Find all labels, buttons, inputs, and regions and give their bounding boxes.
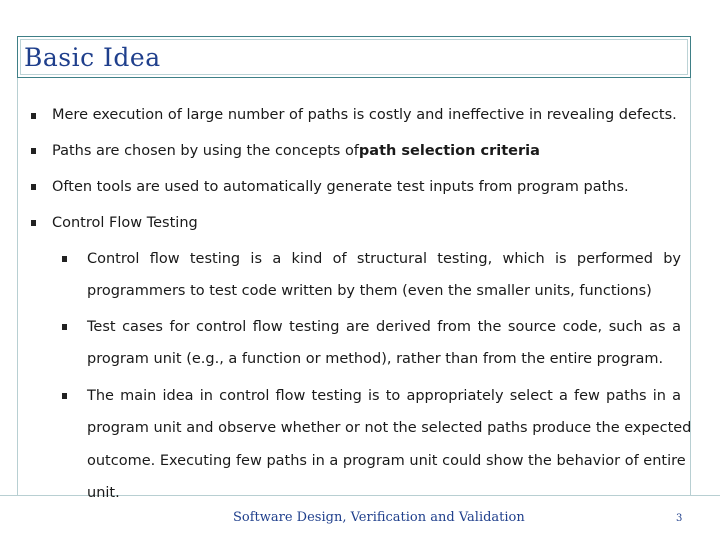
bullet-text-2-prefix: Paths are chosen by using the concepts of (52, 143, 359, 159)
slide-title: Basic Idea (24, 43, 161, 72)
sub-bullet-3-line-2: program unit and observe whether or not the selected paths produce the expected (87, 420, 692, 436)
sub-bullet-3-line-4: unit. (87, 485, 120, 501)
sub-bullet-marker (62, 324, 67, 330)
sub-bullet-marker (62, 256, 67, 262)
title-bar (17, 36, 691, 78)
bullet-marker (31, 184, 36, 190)
bullet-marker (31, 220, 36, 226)
sub-bullet-3-line-1: The main idea in control flow testing is to appropriately select a few paths in a (87, 388, 681, 404)
sub-bullet-1-line-1: Control flow testing is a kind of structural testing, which is performed by (87, 251, 681, 267)
sub-bullet-2-line-1: Test cases for control flow testing are derived from the source code, such as a (87, 319, 681, 335)
bullet-marker (31, 113, 36, 119)
bullet-text-2-emphasis: path selection criteria (358, 143, 540, 159)
sub-bullet-3-line-3: outcome. Executing few paths in a program unit could show the behavior of entire (87, 453, 686, 469)
sub-bullet-1-line-2: programmers to test code written by them (even the smaller units, functions) (87, 283, 652, 299)
page-number: 3 (676, 513, 683, 524)
bullet-text-3: Often tools are used to automatically generate test inputs from program paths. (52, 179, 629, 195)
bullet-marker (31, 148, 36, 154)
bullet-text-4: Control Flow Testing (52, 215, 198, 231)
bullet-text-1: Mere execution of large number of paths is costly and ineffective in revealing defects. (52, 107, 677, 123)
bullet-text-2 (52, 143, 540, 159)
sub-bullet-2-line-2: program unit (e.g., a function or method), rather than from the entire program. (87, 351, 664, 367)
sub-bullet-marker (62, 393, 67, 399)
footer-course-title: Software Design, Verification and Validation (233, 510, 525, 525)
